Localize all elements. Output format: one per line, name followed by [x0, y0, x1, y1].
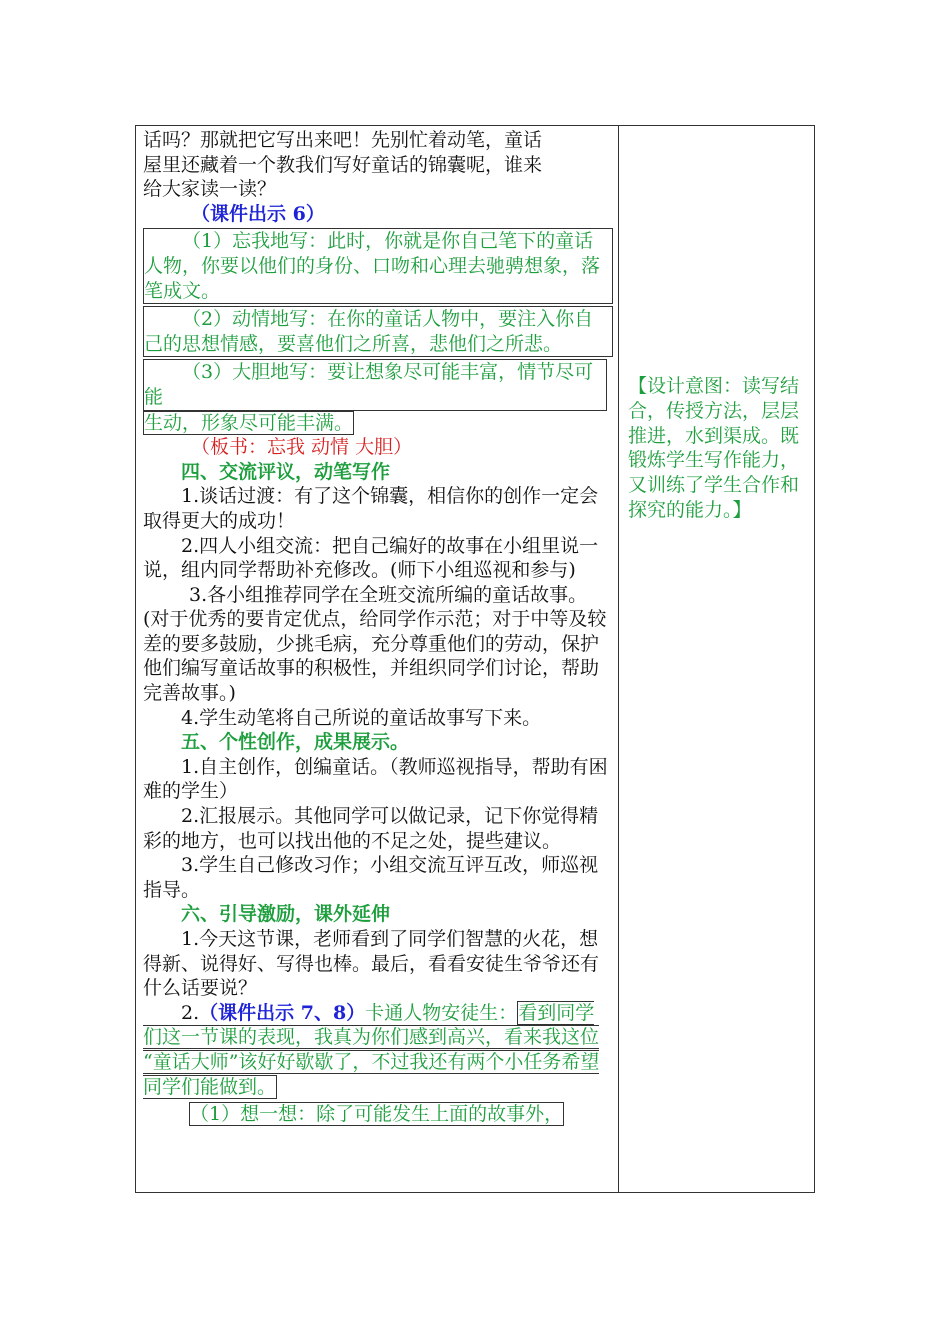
- paragraph: 3.各小组推荐同学在全班交流所编的童话故事。(对于优秀的要肯定优点，给同学作示范；对于中等及较差的要多鼓励，少挑毛病，充分尊重他们的劳动，保护他们编写童话故事的积极性，并组织同学们讨论，帮助完善故事。): [143, 583, 607, 705]
- writing-tip-3-cont: [143, 411, 613, 436]
- task-1-text: （1）想一想：除了可能发生上面的故事外，: [190, 1103, 564, 1126]
- paragraph: 2.四人小组交流：把自己编好的故事在小组里说一说，组内同学帮助补充修改。(师下小组巡视和参与): [143, 534, 599, 582]
- paragraph: 2.汇报展示。其他同学可以做记录，记下你觉得精彩的地方，也可以找出他的不足之处，提些建议。: [143, 805, 599, 852]
- design-intent-cell: [628, 374, 806, 523]
- paragraph: 4.学生动笔将自己所说的童话故事写下来。: [181, 706, 542, 729]
- courseware-note: （课件出示 7、8）: [199, 1001, 366, 1024]
- writing-tip-1: （1）忘我地写：此时，你就是你自己笔下的童话人物，你要以他们的身份、口吻和心理去驰骋想象，落笔成文。: [143, 228, 613, 304]
- paragraph-andersen: [143, 1001, 613, 1099]
- text-line: 屋里还藏着一个教我们写好童话的锦囊呢，谁来: [143, 153, 543, 176]
- paragraph: 1.今天这节课，老师看到了同学们智慧的火花，想得新、说得好、写得也棒。最后，看看安徒生爷爷还有什么话要说？: [143, 928, 600, 1000]
- section-heading-6: 六、引导激励，课外延伸: [181, 903, 391, 926]
- item-number: 2.: [181, 1001, 200, 1024]
- andersen-lead: 卡通人物安徒生：: [365, 1001, 518, 1024]
- column-divider: [618, 126, 619, 1192]
- courseware-note: （课件出示 6）: [191, 202, 325, 225]
- lesson-plan-table: [135, 125, 815, 1193]
- paragraph: 1.自主创作，创编童话。（教师巡视指导，帮助有困难的学生）: [143, 755, 608, 803]
- board-note: （板书：忘我 动情 大胆）: [191, 436, 413, 459]
- writing-tip-3: （3）大胆地写：要让想象尽可能丰富，情节尽可能: [143, 359, 607, 410]
- writing-tip-2: （2）动情地写：在你的童话人物中，要注入你自己的思想情感，要喜他们之所喜，悲他们之所悲。: [143, 306, 613, 357]
- lesson-content-cell: [143, 128, 613, 1190]
- paragraph: 3.学生自己修改习作；小组交流互评互改，师巡视指导。: [143, 854, 599, 901]
- text-line: 话吗？那就把它写出来吧！先别忙着动笔，童话: [143, 129, 543, 151]
- writing-tip-3-end: 生动，形象尽可能丰满。: [144, 411, 354, 434]
- text-line: 给大家读一读？: [143, 178, 277, 201]
- andersen-quote: 看到同学们这一节课的表现，我真为你们感到高兴，看来我这位 “童话大师”该好好歇歇了，不过我还有两个小任务希望同学们能做到。: [143, 1001, 600, 1098]
- paragraph: 1.谈话过渡：有了这个锦囊，相信你的创作一定会取得更大的成功！: [143, 485, 599, 532]
- design-intent-text: 【设计意图：读写结合，传授方法，层层推进，水到渠成。既锻炼学生写作能力，又训练了学生合作和探究的能力。】: [628, 375, 800, 521]
- section-heading-5: 五、个性创作，成果展示。: [181, 731, 410, 754]
- section-heading-4: 四、交流评议，动笔写作: [181, 460, 391, 483]
- task-1-line: [143, 1102, 613, 1127]
